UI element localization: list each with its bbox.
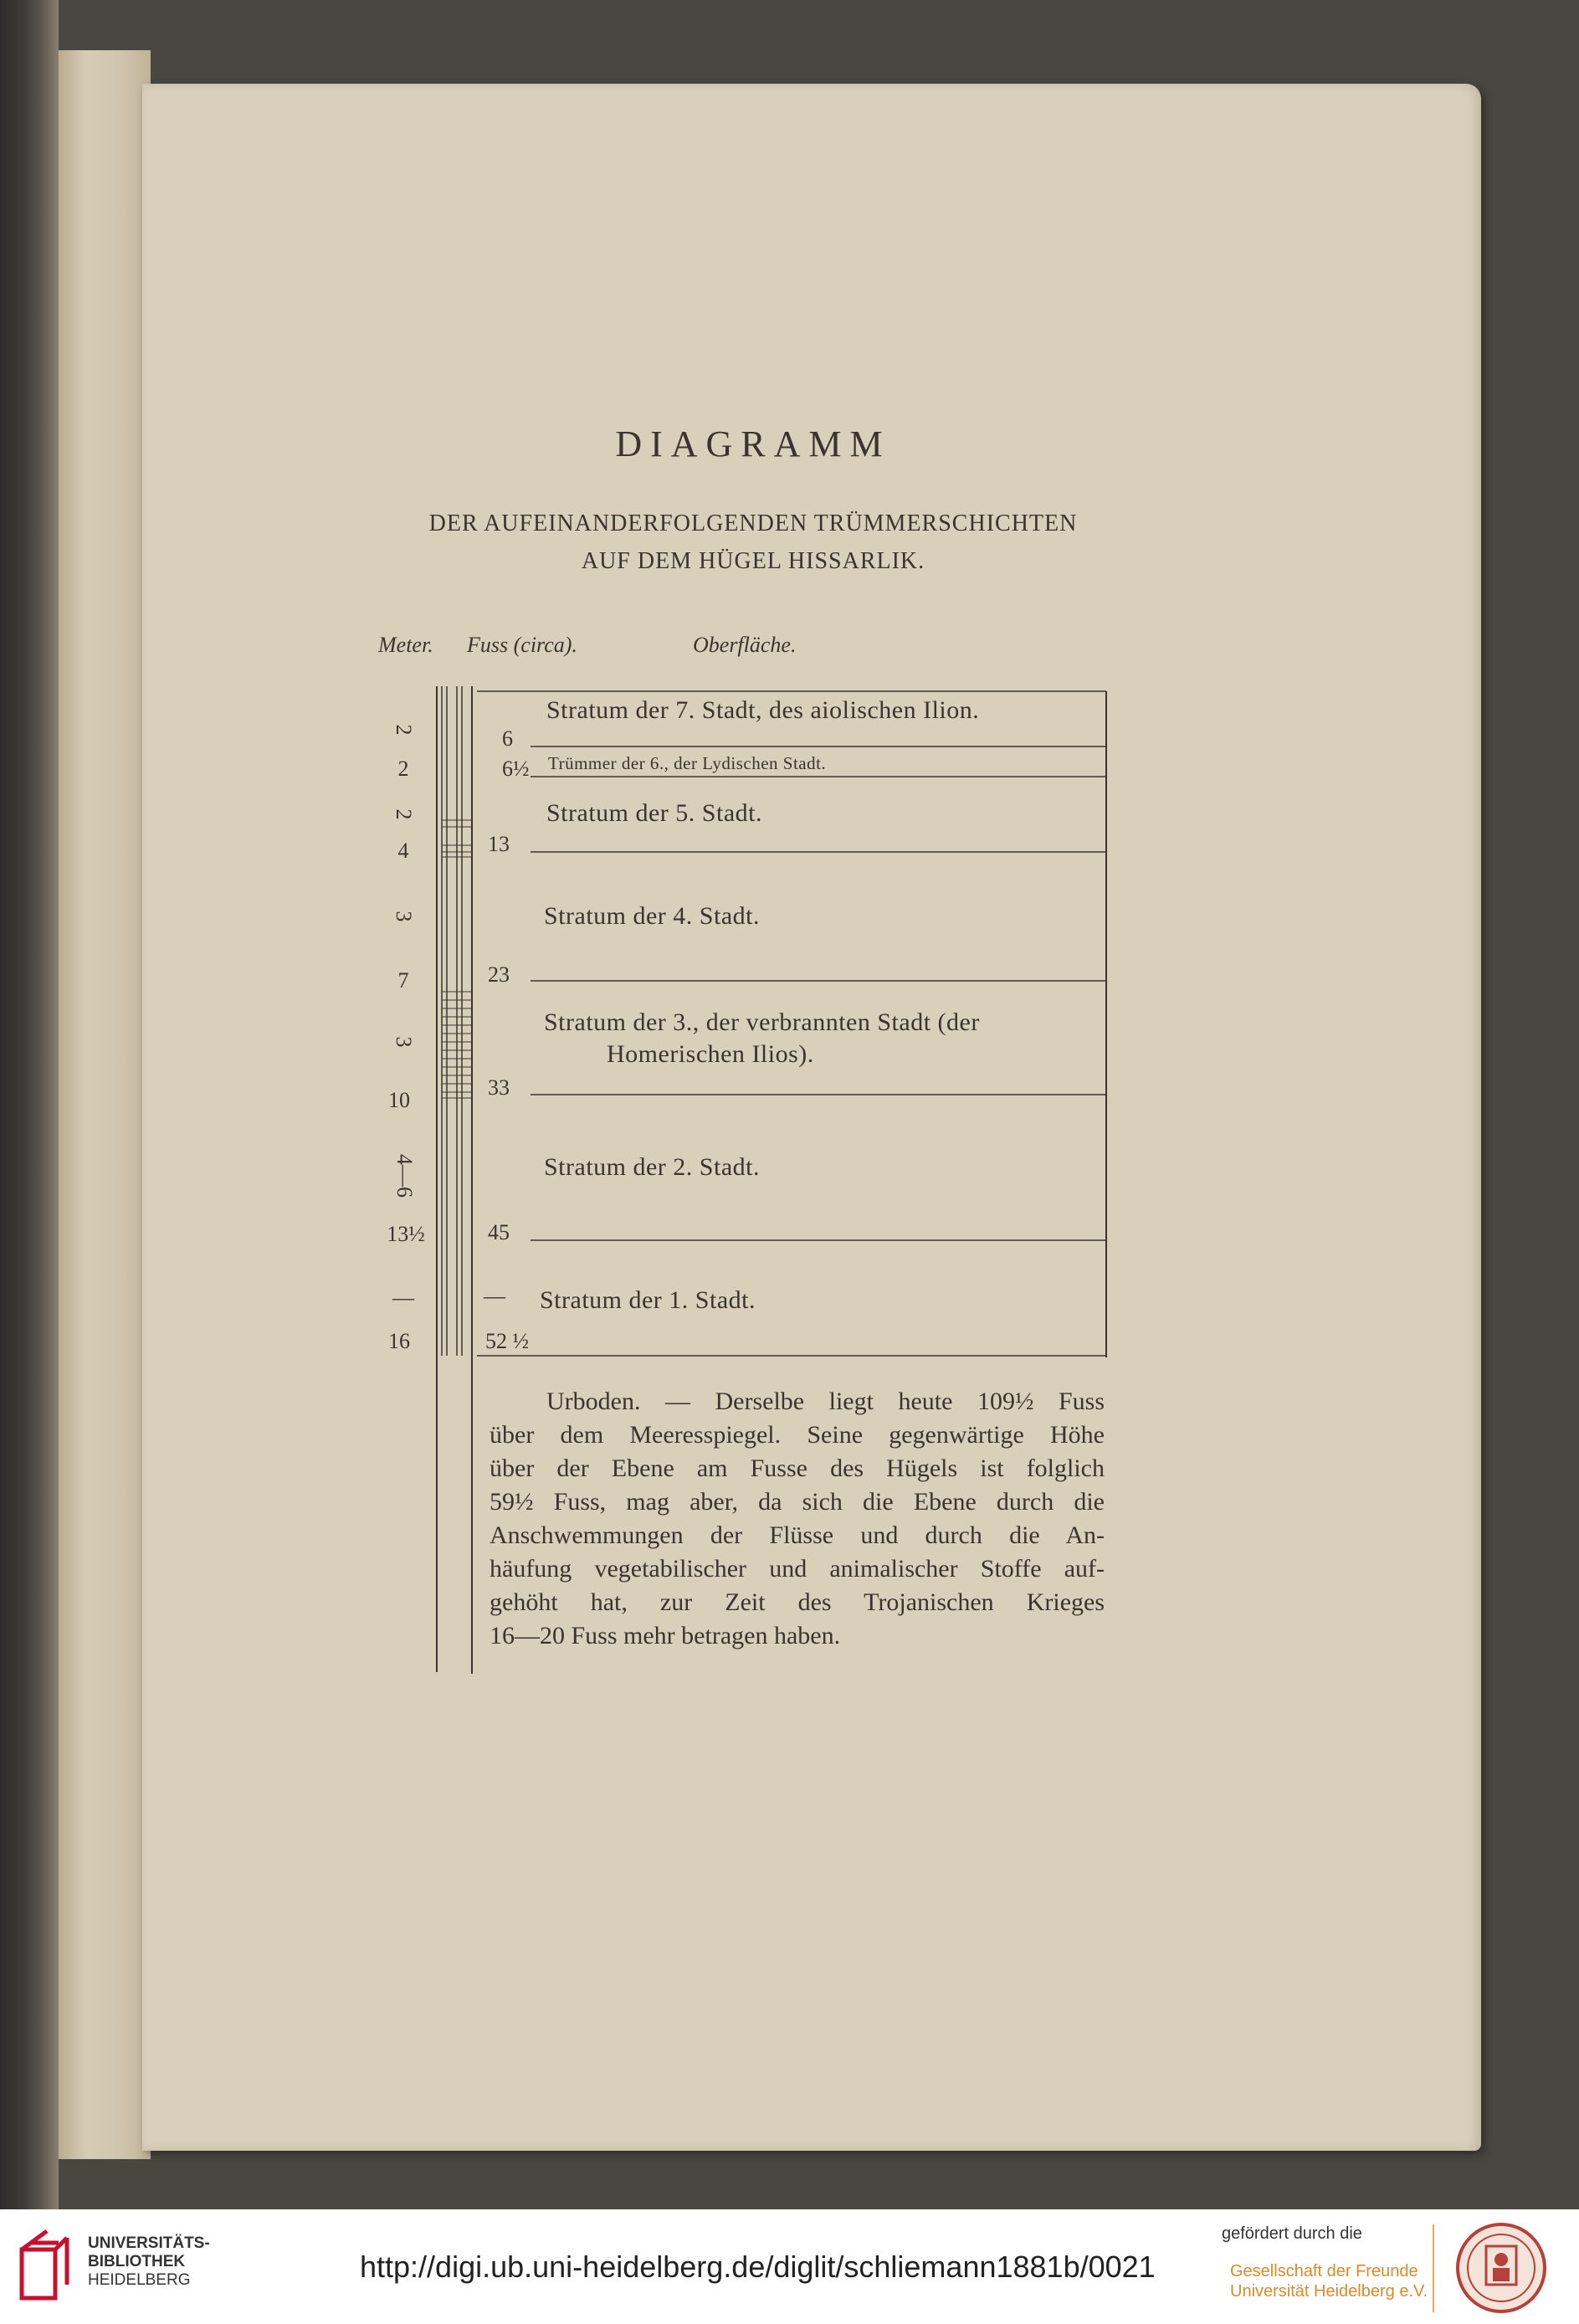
fuss-value: 33 [488, 1075, 510, 1100]
library-logo-icon [15, 2226, 74, 2306]
fuss-value: 23 [488, 962, 510, 987]
meter-value: 13½ [387, 1222, 425, 1246]
paragraph-line: Urboden. — Derselbe liegt heute 109½ Fuss [546, 1388, 1105, 1415]
stratum-label: Stratum der 3., der verbrannten Stadt (der [544, 1008, 980, 1036]
permalink-url[interactable]: http://digi.ub.uni-heidelberg.de/diglit/schliemann1881b/0021 [360, 2250, 1156, 2284]
stratum-label: Stratum der 1. Stadt. [540, 1286, 756, 1314]
meter-value: 10 [388, 1088, 410, 1112]
subtitle-line-1: DER AUFEINANDERFOLGENDEN TRÜMMERSCHICHTEN [428, 510, 1078, 536]
stratum-label: Stratum der 2. Stadt. [544, 1153, 760, 1181]
paragraph-line: häufung vegetabilischer und animalischer Stoffe auf- [490, 1555, 1105, 1583]
meter-value: — [392, 1285, 414, 1310]
meter-value: 4—6 [392, 1154, 417, 1198]
paragraph-line: 59½ Fuss, mag aber, da sich die Ebene durch die [490, 1488, 1105, 1516]
meter-value: 7 [397, 968, 409, 993]
fuss-value: 13 [488, 832, 510, 856]
paragraph-line: 16—20 Fuss mehr betragen haben. [490, 1622, 841, 1649]
subtitle-line-2: AUF DEM HÜGEL HISSARLIK. [581, 548, 925, 574]
stratum-label: Stratum der 5. Stadt. [546, 799, 762, 827]
paragraph-line: über dem Meeresspiegel. Seine gegenwärtige Höhe [490, 1421, 1105, 1449]
sponsor-intro: gefördert durch die [1222, 2224, 1362, 2243]
fuss-value: 52 ½ [485, 1329, 529, 1353]
meter-value: 2 [392, 808, 416, 820]
stratum-label: Trümmer der 6., der Lydischen Stadt. [548, 753, 827, 773]
university-seal-icon [1454, 2221, 1548, 2315]
meter-value: 3 [392, 1036, 416, 1048]
paragraph-line: Anschwemmungen der Flüsse und durch die An- [490, 1521, 1105, 1549]
paragraph-line: gehöht hat, zur Zeit des Trojanischen Krieges [490, 1588, 1105, 1616]
sponsor-name-line: Universität Heidelberg e.V. [1230, 2282, 1428, 2301]
stratum-label: Stratum der 7. Stadt, des aiolischen Ilion. [546, 696, 980, 724]
library-name-line: UNIVERSITÄTS- [88, 2234, 210, 2252]
library-name [88, 2234, 210, 2290]
library-name-line: HEIDELBERG [88, 2271, 191, 2289]
fuss-value: 45 [488, 1220, 510, 1244]
fuss-value: 6 [502, 726, 513, 751]
meter-value: 2 [397, 757, 409, 781]
paragraph-line: über der Ebene am Fusse des Hügels ist folglich [490, 1454, 1105, 1482]
column-header-fuss: Fuss (circa). [467, 633, 577, 657]
column-header-surface: Oberfläche. [693, 633, 797, 657]
sponsor-name-line: Gesellschaft der Freunde [1230, 2262, 1418, 2280]
meter-value: 3 [392, 911, 416, 922]
urboden-paragraph [490, 1385, 1105, 1653]
stratum-label: Stratum der 4. Stadt. [544, 902, 760, 930]
meter-value: 2 [392, 724, 416, 736]
fuss-value: 6½ [502, 757, 530, 781]
footer-bar [0, 2209, 1579, 2324]
meter-value: 4 [397, 839, 409, 863]
meter-value: 16 [388, 1329, 410, 1353]
page-title: DIAGRAMM [615, 423, 891, 464]
column-header-meter: Meter. [378, 633, 433, 657]
stratum-label: Homerischen Ilios). [607, 1040, 814, 1068]
sponsor-name [1230, 2261, 1428, 2301]
fuss-value: — [484, 1284, 505, 1308]
library-name-line: BIBLIOTHEK [88, 2253, 186, 2270]
footer-divider [1433, 2224, 1434, 2312]
